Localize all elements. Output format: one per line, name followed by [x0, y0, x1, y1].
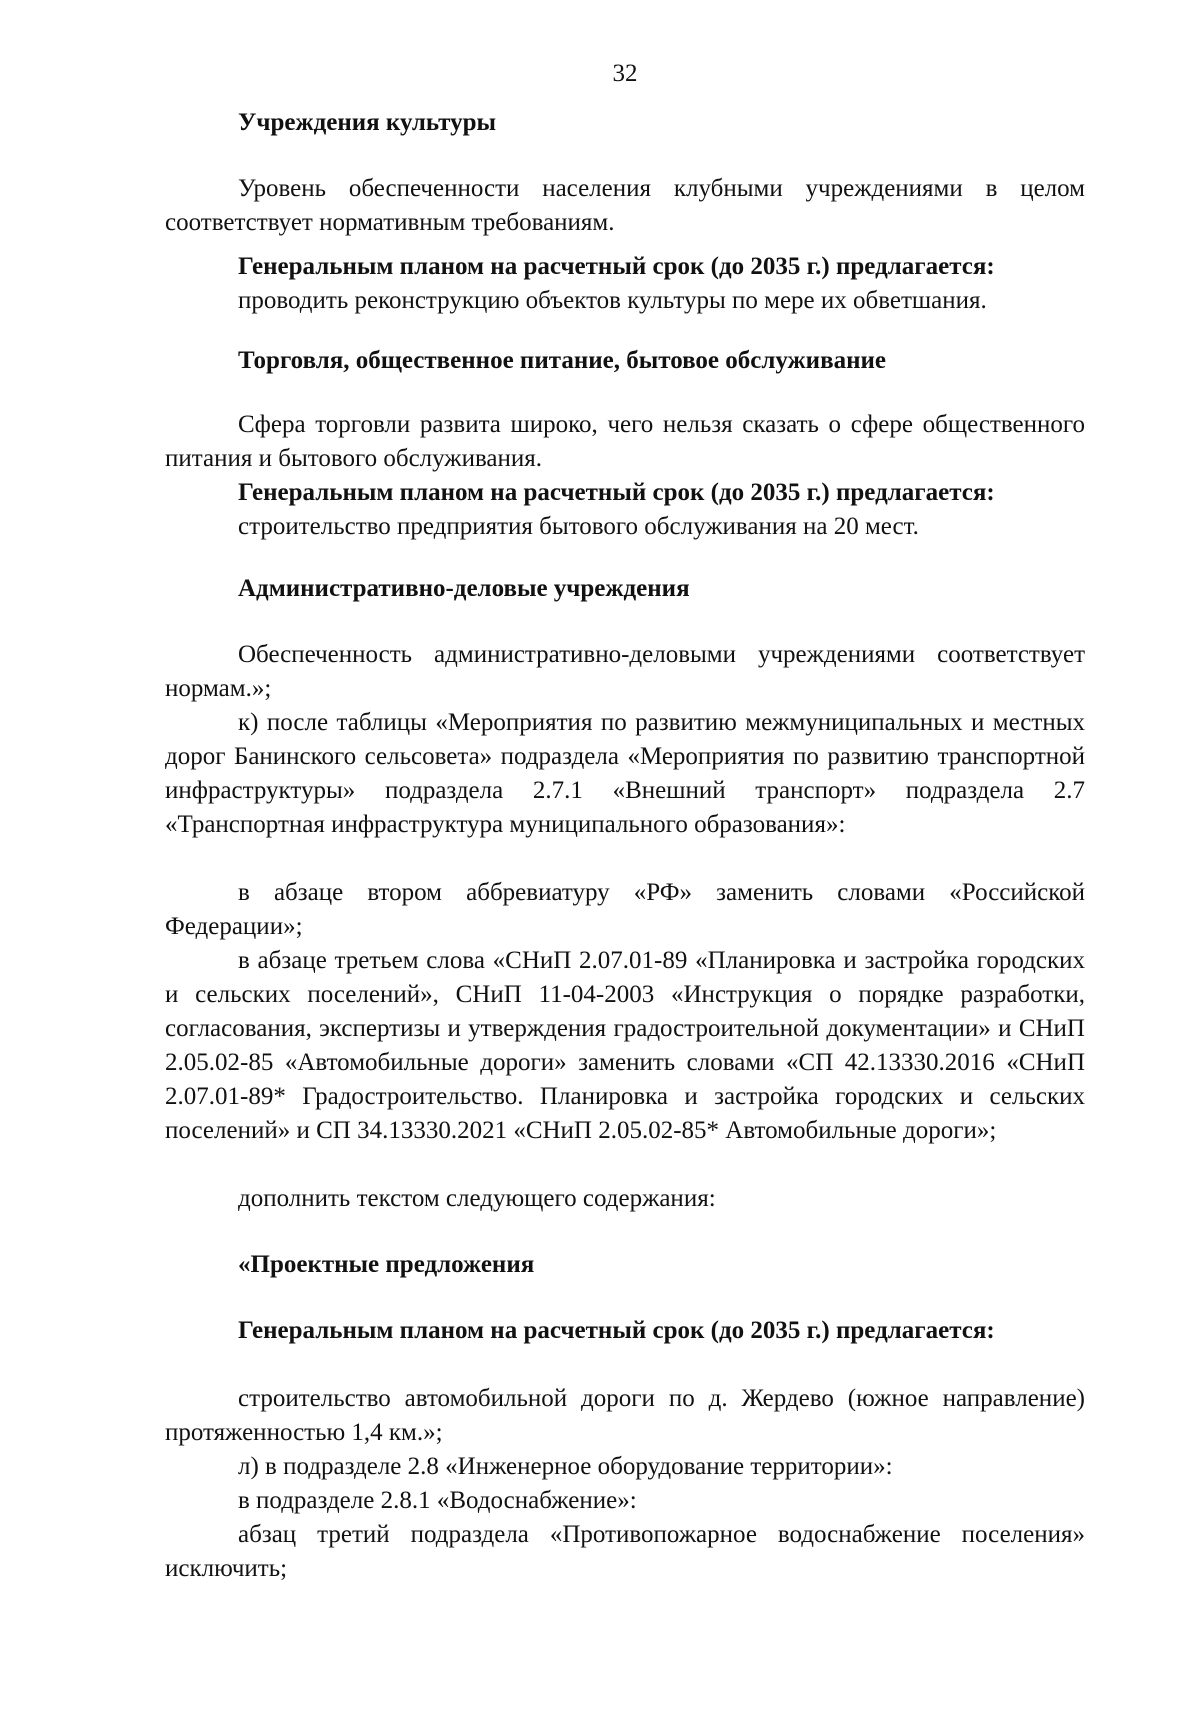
trade-proposal-text: строительство предприятия бытового обслуживания на 20 мест.: [238, 513, 919, 540]
item-l-para3: абзац третий подраздела «Противопожарное водоснабжение поселения» исключить;: [165, 1521, 1085, 1582]
culture-proposal-lead: Генеральным планом на расчетный срок (до 2035 г.) предлагается:: [238, 253, 995, 280]
heading-culture: Учреждения культуры: [238, 109, 496, 136]
trade-proposal-lead: Генеральным планом на расчетный срок (до 2035 г.) предлагается:: [238, 479, 995, 506]
item-k-para3: в абзаце третьем слова «СНиП 2.07.01-89 «Планировка и застройка городских и сельских поселений», СНиП 11-04-2003 «Инструкция о порядке разработки, согласования, экспертизы и утверждения градостроительной документации» и СНиП 2.05.02-85 «Автомобильные дороги» заменить словами «СП 42.13330.2016 «СНиП 2.07.01-89* Градостроительство. Планировка и застройка городских и сельских поселений» и СП 34.13330.2021 «СНиП 2.05.02-85* Автомобильные дороги»;: [165, 947, 1085, 1144]
culture-text: Уровень обеспеченности населения клубными учреждениями в целом соответствует нормативным требованиям.: [165, 175, 1085, 236]
item-k-intro: к) после таблицы «Мероприятия по развитию межмуниципальных и местных дорог Банинского сельсовета» подраздела «Мероприятия по развитию транспортной инфраструктуры» подраздела 2.7.1 «Внешний транспорт» подраздела 2.7 «Транспортная инфраструктура муниципального образования»:: [165, 709, 1085, 838]
item-l-intro: л) в подразделе 2.8 «Инженерное оборудование территории»:: [238, 1453, 893, 1480]
item-k-para2: в абзаце втором аббревиатуру «РФ» заменить словами «Российской Федерации»;: [165, 879, 1085, 940]
culture-proposal-text: проводить реконструкцию объектов культуры по мере их обветшания.: [238, 287, 987, 314]
heading-projects: «Проектные предложения: [238, 1251, 535, 1278]
page-number: 32: [612, 60, 638, 87]
projects-proposal-text: строительство автомобильной дороги по д. Жердево (южное направление) протяженностью 1,4 км.»;: [165, 1385, 1085, 1446]
admin-text: Обеспеченность административно-деловыми учреждениями соответствует нормам.»;: [165, 641, 1085, 702]
item-l-para2: в подразделе 2.8.1 «Водоснабжение»:: [238, 1487, 637, 1514]
item-k-para4: дополнить текстом следующего содержания:: [238, 1185, 716, 1212]
heading-admin: Административно-деловые учреждения: [238, 575, 690, 602]
projects-proposal-lead: Генеральным планом на расчетный срок (до 2035 г.) предлагается:: [238, 1317, 995, 1344]
heading-trade: Торговля, общественное питание, бытовое обслуживание: [238, 347, 886, 374]
trade-text: Сфера торговли развита широко, чего нельзя сказать о сфере общественного питания и бытового обслуживания.: [165, 411, 1085, 472]
